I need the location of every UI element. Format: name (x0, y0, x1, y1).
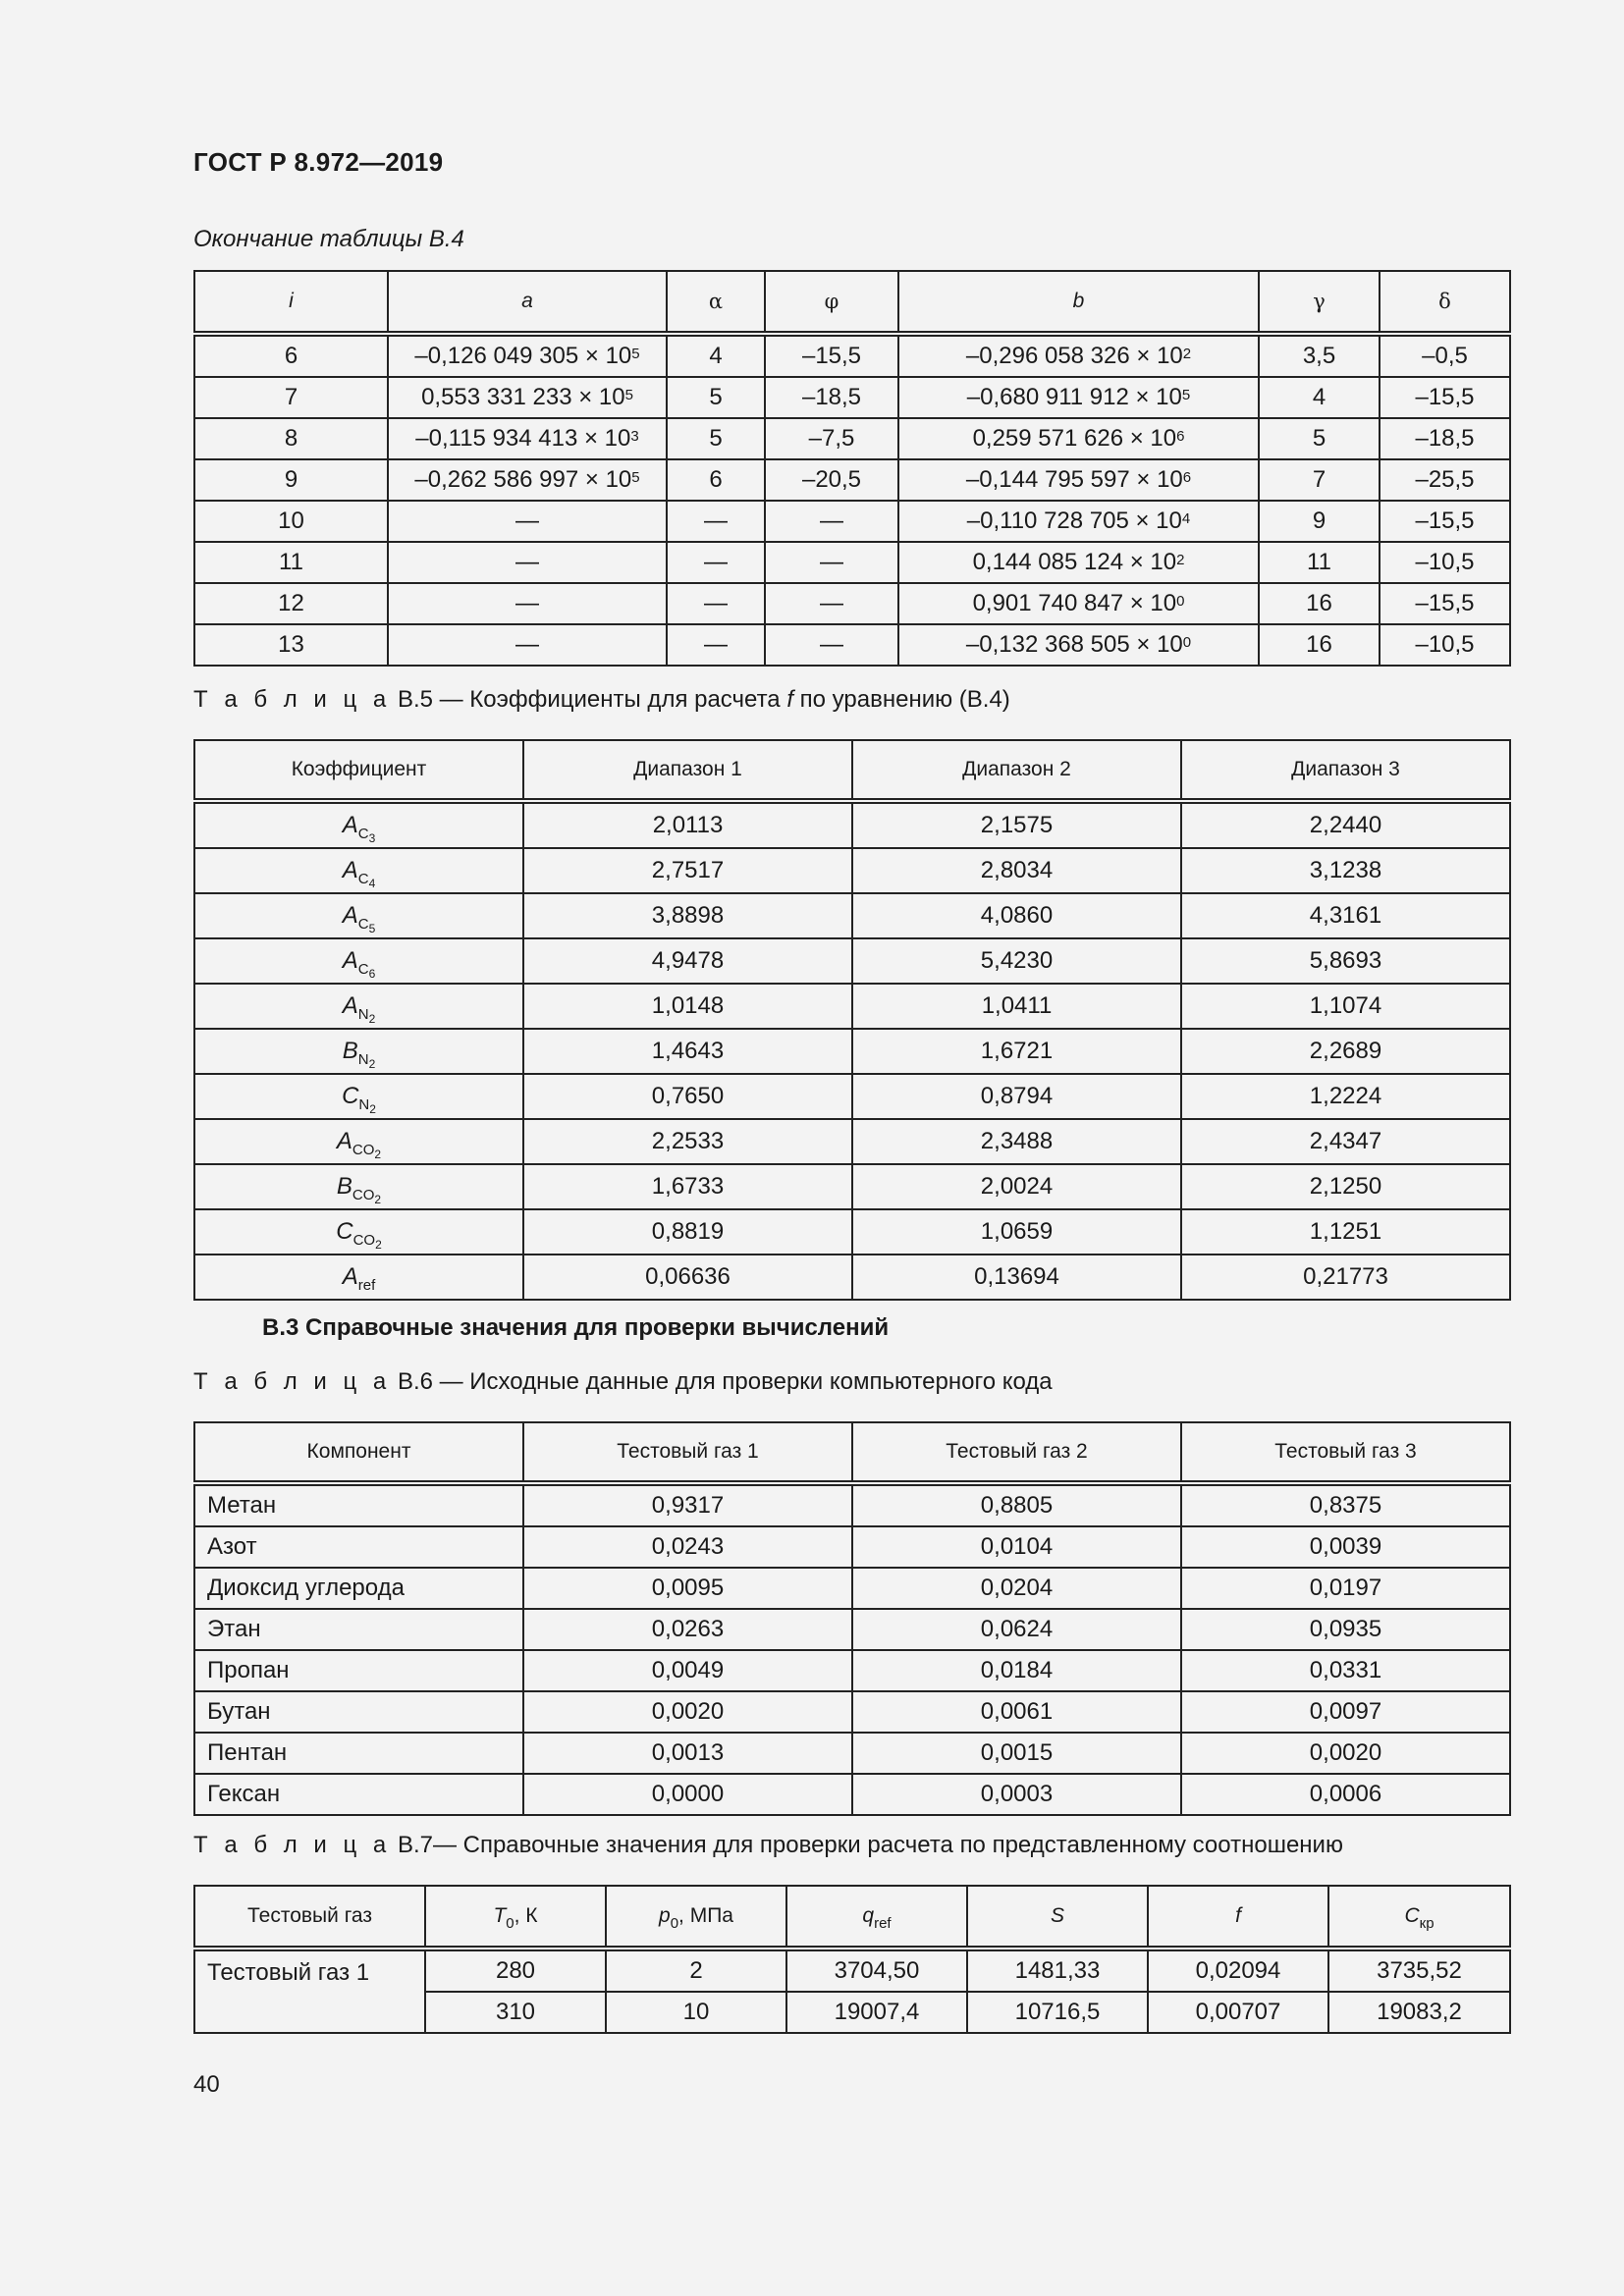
col-header-a: a (388, 271, 667, 334)
col-header-range-2: Диапазон 2 (852, 740, 1181, 801)
cell-phi: –20,5 (765, 459, 898, 501)
table-b6-caption: Т а б л и ц а В.6 — Исходные данные для проверки компьютерного кода (193, 1368, 1053, 1395)
cell-b: 0,259 571 $626 \times 10^6$ (898, 418, 1259, 459)
cell-b: –0,296 058 $326 \times 10^2$ (898, 334, 1259, 377)
cell-range-2: 5,4230 (852, 938, 1181, 984)
cell-test-gas-3: 0,8375 (1181, 1483, 1510, 1526)
cell-phi: — (765, 583, 898, 624)
col-header-coefficient: Коэффициент (194, 740, 523, 801)
cell-i: 11 (194, 542, 388, 583)
cell-coefficient: $A_{C_5}$ (194, 893, 523, 938)
cell-range-2: 1,0659 (852, 1209, 1181, 1255)
cell-test-gas-3: 0,0039 (1181, 1526, 1510, 1568)
cell-alpha: 6 (667, 459, 765, 501)
cell-range-2: 2,3488 (852, 1119, 1181, 1164)
col-header-ckr: $C_{кр}$ (1328, 1886, 1510, 1949)
cell-qref: 19007,4 (786, 1992, 967, 2033)
cell-i: 13 (194, 624, 388, 666)
cell-component: Пентан (194, 1733, 523, 1774)
cell-test-gas-3: 0,0006 (1181, 1774, 1510, 1815)
cell-b: –0,132 368 $505 \times 10^0$ (898, 624, 1259, 666)
cell-delta: –10,5 (1380, 624, 1510, 666)
col-header-range-1: Диапазон 1 (523, 740, 852, 801)
cell-test-gas-2: 0,8805 (852, 1483, 1181, 1526)
cell-range-2: 0,8794 (852, 1074, 1181, 1119)
table-row (194, 1164, 1510, 1209)
cell-phi: –18,5 (765, 377, 898, 418)
cell-delta: –0,5 (1380, 334, 1510, 377)
cell-component: Бутан (194, 1691, 523, 1733)
cell-phi: — (765, 542, 898, 583)
cell-test-gas-1: 0,9317 (523, 1483, 852, 1526)
cell-test-gas-3: 0,0331 (1181, 1650, 1510, 1691)
cell-phi: — (765, 624, 898, 666)
table-row (194, 583, 1510, 624)
cell-range-3: 1,1251 (1181, 1209, 1510, 1255)
table-b7 (193, 1885, 1511, 2034)
col-header-alpha: α (667, 271, 765, 334)
cell-component: Гексан (194, 1774, 523, 1815)
table-row (194, 893, 1510, 938)
cell-component: Азот (194, 1526, 523, 1568)
cell-range-2: 4,0860 (852, 893, 1181, 938)
cell-gamma: 16 (1259, 583, 1380, 624)
cell-b: –0,110 728 $705 \times 10^4$ (898, 501, 1259, 542)
cell-range-1: 4,9478 (523, 938, 852, 984)
cell-s: 10716,5 (967, 1992, 1148, 2033)
cell-i: 12 (194, 583, 388, 624)
cell-alpha: — (667, 501, 765, 542)
cell-test-gas-2: 0,0003 (852, 1774, 1181, 1815)
cell-test-gas-1: 0,0243 (523, 1526, 852, 1568)
cell-test-gas-3: 0,0097 (1181, 1691, 1510, 1733)
table-row (194, 984, 1510, 1029)
cell-component: Метан (194, 1483, 523, 1526)
col-header-delta: δ (1380, 271, 1510, 334)
col-header-range-3: Диапазон 3 (1181, 740, 1510, 801)
cell-test-gas-1: 0,0013 (523, 1733, 852, 1774)
cell-b: –0,680 911 $912 \times 10^5$ (898, 377, 1259, 418)
cell-phi: — (765, 501, 898, 542)
table-row (194, 848, 1510, 893)
table-b5 (193, 739, 1511, 1301)
section-heading: В.3 Справочные значения для проверки вычислений (262, 1314, 890, 1341)
cell-test-gas-2: 0,0104 (852, 1526, 1181, 1568)
document-header: ГОСТ Р 8.972—2019 (193, 147, 444, 177)
cell-phi: –15,5 (765, 334, 898, 377)
col-header-s: S (967, 1886, 1148, 1949)
cell-coefficient: $A_{CO_2}$ (194, 1119, 523, 1164)
col-header-component: Компонент (194, 1422, 523, 1483)
cell-gamma: 5 (1259, 418, 1380, 459)
cell-i: 6 (194, 334, 388, 377)
cell-range-2: 0,13694 (852, 1255, 1181, 1300)
cell-a: — (388, 624, 667, 666)
cell-coefficient: $A_{C_4}$ (194, 848, 523, 893)
col-header-test-gas-3: Тестовый газ 3 (1181, 1422, 1510, 1483)
cell-range-2: 2,8034 (852, 848, 1181, 893)
col-header-test-gas-2: Тестовый газ 2 (852, 1422, 1181, 1483)
cell-range-3: 2,2440 (1181, 801, 1510, 848)
cell-range-3: 2,1250 (1181, 1164, 1510, 1209)
cell-test-gas-2: 0,0204 (852, 1568, 1181, 1609)
cell-a: –0,126 049 $305 \times 10^5$ (388, 334, 667, 377)
table-row (194, 1568, 1510, 1609)
cell-a: –0,115 934 $413 \times 10^3$ (388, 418, 667, 459)
cell-delta: –15,5 (1380, 501, 1510, 542)
cell-coefficient: $A_{ref}$ (194, 1255, 523, 1300)
cell-range-1: 0,8819 (523, 1209, 852, 1255)
cell-test-gas-3: 0,0020 (1181, 1733, 1510, 1774)
cell-test-gas: Тестовый газ 1 (194, 1949, 425, 2033)
cell-coefficient: $A_{C_3}$ (194, 801, 523, 848)
table-row (194, 418, 1510, 459)
cell-gamma: 4 (1259, 377, 1380, 418)
cell-range-3: 1,1074 (1181, 984, 1510, 1029)
cell-range-3: 0,21773 (1181, 1255, 1510, 1300)
cell-component: Этан (194, 1609, 523, 1650)
cell-range-2: 2,1575 (852, 801, 1181, 848)
cell-gamma: 11 (1259, 542, 1380, 583)
cell-f: 0,02094 (1148, 1949, 1328, 1992)
table-b6 (193, 1421, 1511, 1816)
cell-qref: 3704,50 (786, 1949, 967, 1992)
table-row (194, 1255, 1510, 1300)
cell-gamma: 16 (1259, 624, 1380, 666)
cell-alpha: 4 (667, 334, 765, 377)
cell-range-2: 1,0411 (852, 984, 1181, 1029)
table-b5-caption: Т а б л и ц а В.5 — Коэффициенты для расчета f по уравнению (В.4) (193, 686, 1010, 713)
table-row (194, 1733, 1510, 1774)
cell-delta: –15,5 (1380, 377, 1510, 418)
col-header-b: b (898, 271, 1259, 334)
cell-coefficient: $C_{N_2}$ (194, 1074, 523, 1119)
cell-range-3: 4,3161 (1181, 893, 1510, 938)
cell-test-gas-1: 0,0049 (523, 1650, 852, 1691)
cell-test-gas-2: 0,0624 (852, 1609, 1181, 1650)
cell-test-gas-3: 0,0197 (1181, 1568, 1510, 1609)
cell-range-1: 2,7517 (523, 848, 852, 893)
cell-range-3: 5,8693 (1181, 938, 1510, 984)
cell-range-3: 2,4347 (1181, 1119, 1510, 1164)
col-header-test-gas-1: Тестовый газ 1 (523, 1422, 852, 1483)
table-b4 (193, 270, 1511, 667)
table-row (194, 542, 1510, 583)
cell-gamma: 3,5 (1259, 334, 1380, 377)
cell-coefficient: $B_{CO_2}$ (194, 1164, 523, 1209)
cell-a: — (388, 542, 667, 583)
col-header-f: f (1148, 1886, 1328, 1949)
cell-gamma: 7 (1259, 459, 1380, 501)
col-header-i: i (194, 271, 388, 334)
table-row (194, 334, 1510, 377)
cell-test-gas-1: 0,0000 (523, 1774, 852, 1815)
cell-component: Диоксид углерода (194, 1568, 523, 1609)
table-row (194, 459, 1510, 501)
cell-delta: –18,5 (1380, 418, 1510, 459)
table-row (194, 1074, 1510, 1119)
cell-ckr: 3735,52 (1328, 1949, 1510, 1992)
cell-i: 8 (194, 418, 388, 459)
cell-test-gas-3: 0,0935 (1181, 1609, 1510, 1650)
cell-t0: 280 (425, 1949, 606, 1992)
cell-coefficient: $B_{N_2}$ (194, 1029, 523, 1074)
cell-a: 0,553 331 $233 \times 10^5$ (388, 377, 667, 418)
table-row (194, 1483, 1510, 1526)
col-header-test-gas: Тестовый газ (194, 1886, 425, 1949)
page-number: 40 (193, 2071, 220, 2098)
cell-component: Пропан (194, 1650, 523, 1691)
cell-range-2: 1,6721 (852, 1029, 1181, 1074)
cell-range-1: 0,06636 (523, 1255, 852, 1300)
table-row (194, 1029, 1510, 1074)
col-header-gamma: γ (1259, 271, 1380, 334)
cell-range-1: 1,4643 (523, 1029, 852, 1074)
cell-coefficient: $C_{CO_2}$ (194, 1209, 523, 1255)
cell-test-gas-1: 0,0020 (523, 1691, 852, 1733)
cell-a: –0,262 586 $997 \times 10^5$ (388, 459, 667, 501)
table-row (194, 377, 1510, 418)
cell-alpha: — (667, 583, 765, 624)
cell-f: 0,00707 (1148, 1992, 1328, 2033)
cell-b: 0,901 740 $847 \times 10^0$ (898, 583, 1259, 624)
cell-alpha: 5 (667, 377, 765, 418)
cell-p0: 10 (606, 1992, 786, 2033)
cell-range-1: 0,7650 (523, 1074, 852, 1119)
cell-i: 7 (194, 377, 388, 418)
table-row (194, 1691, 1510, 1733)
cell-b: 0,144 085 $124 \times 10^2$ (898, 542, 1259, 583)
cell-range-1: 1,0148 (523, 984, 852, 1029)
cell-t0: 310 (425, 1992, 606, 2033)
cell-range-3: 1,2224 (1181, 1074, 1510, 1119)
cell-b: –0,144 795 $597 \times 10^6$ (898, 459, 1259, 501)
table-row (194, 501, 1510, 542)
cell-coefficient: $A_{N_2}$ (194, 984, 523, 1029)
cell-i: 10 (194, 501, 388, 542)
cell-test-gas-2: 0,0015 (852, 1733, 1181, 1774)
cell-coefficient: $A_{C_6}$ (194, 938, 523, 984)
cell-range-1: 2,0113 (523, 801, 852, 848)
table-b7-caption: Т а б л и ц а В.7— Справочные значения для проверки расчета по представленному соотношению (193, 1832, 1343, 1858)
cell-s: 1481,33 (967, 1949, 1148, 1992)
cell-range-1: 2,2533 (523, 1119, 852, 1164)
cell-phi: –7,5 (765, 418, 898, 459)
table-row (194, 801, 1510, 848)
cell-delta: –10,5 (1380, 542, 1510, 583)
cell-ckr: 19083,2 (1328, 1992, 1510, 2033)
cell-alpha: 5 (667, 418, 765, 459)
table-row (194, 624, 1510, 666)
col-header-t0: $T_0$, К (425, 1886, 606, 1949)
table-row (194, 1209, 1510, 1255)
cell-alpha: — (667, 624, 765, 666)
cell-range-1: 1,6733 (523, 1164, 852, 1209)
cell-range-1: 3,8898 (523, 893, 852, 938)
cell-p0: 2 (606, 1949, 786, 1992)
cell-test-gas-1: 0,0095 (523, 1568, 852, 1609)
table-row (194, 1650, 1510, 1691)
table-row (194, 1119, 1510, 1164)
table-row (194, 1609, 1510, 1650)
col-header-qref: $q_{ref}$ (786, 1886, 967, 1949)
cell-delta: –25,5 (1380, 459, 1510, 501)
cell-range-2: 2,0024 (852, 1164, 1181, 1209)
col-header-phi: φ (765, 271, 898, 334)
cell-gamma: 9 (1259, 501, 1380, 542)
cell-alpha: — (667, 542, 765, 583)
col-header-p0: $p_0$, МПа (606, 1886, 786, 1949)
cell-delta: –15,5 (1380, 583, 1510, 624)
cell-test-gas-1: 0,0263 (523, 1609, 852, 1650)
table-row (194, 1774, 1510, 1815)
table-b4-caption: Окончание таблицы В.4 (193, 226, 464, 252)
cell-a: — (388, 501, 667, 542)
cell-i: 9 (194, 459, 388, 501)
cell-test-gas-2: 0,0184 (852, 1650, 1181, 1691)
table-row (194, 1526, 1510, 1568)
cell-range-3: 2,2689 (1181, 1029, 1510, 1074)
cell-range-3: 3,1238 (1181, 848, 1510, 893)
cell-test-gas-2: 0,0061 (852, 1691, 1181, 1733)
table-row (194, 1949, 1510, 1992)
table-row (194, 938, 1510, 984)
cell-a: — (388, 583, 667, 624)
